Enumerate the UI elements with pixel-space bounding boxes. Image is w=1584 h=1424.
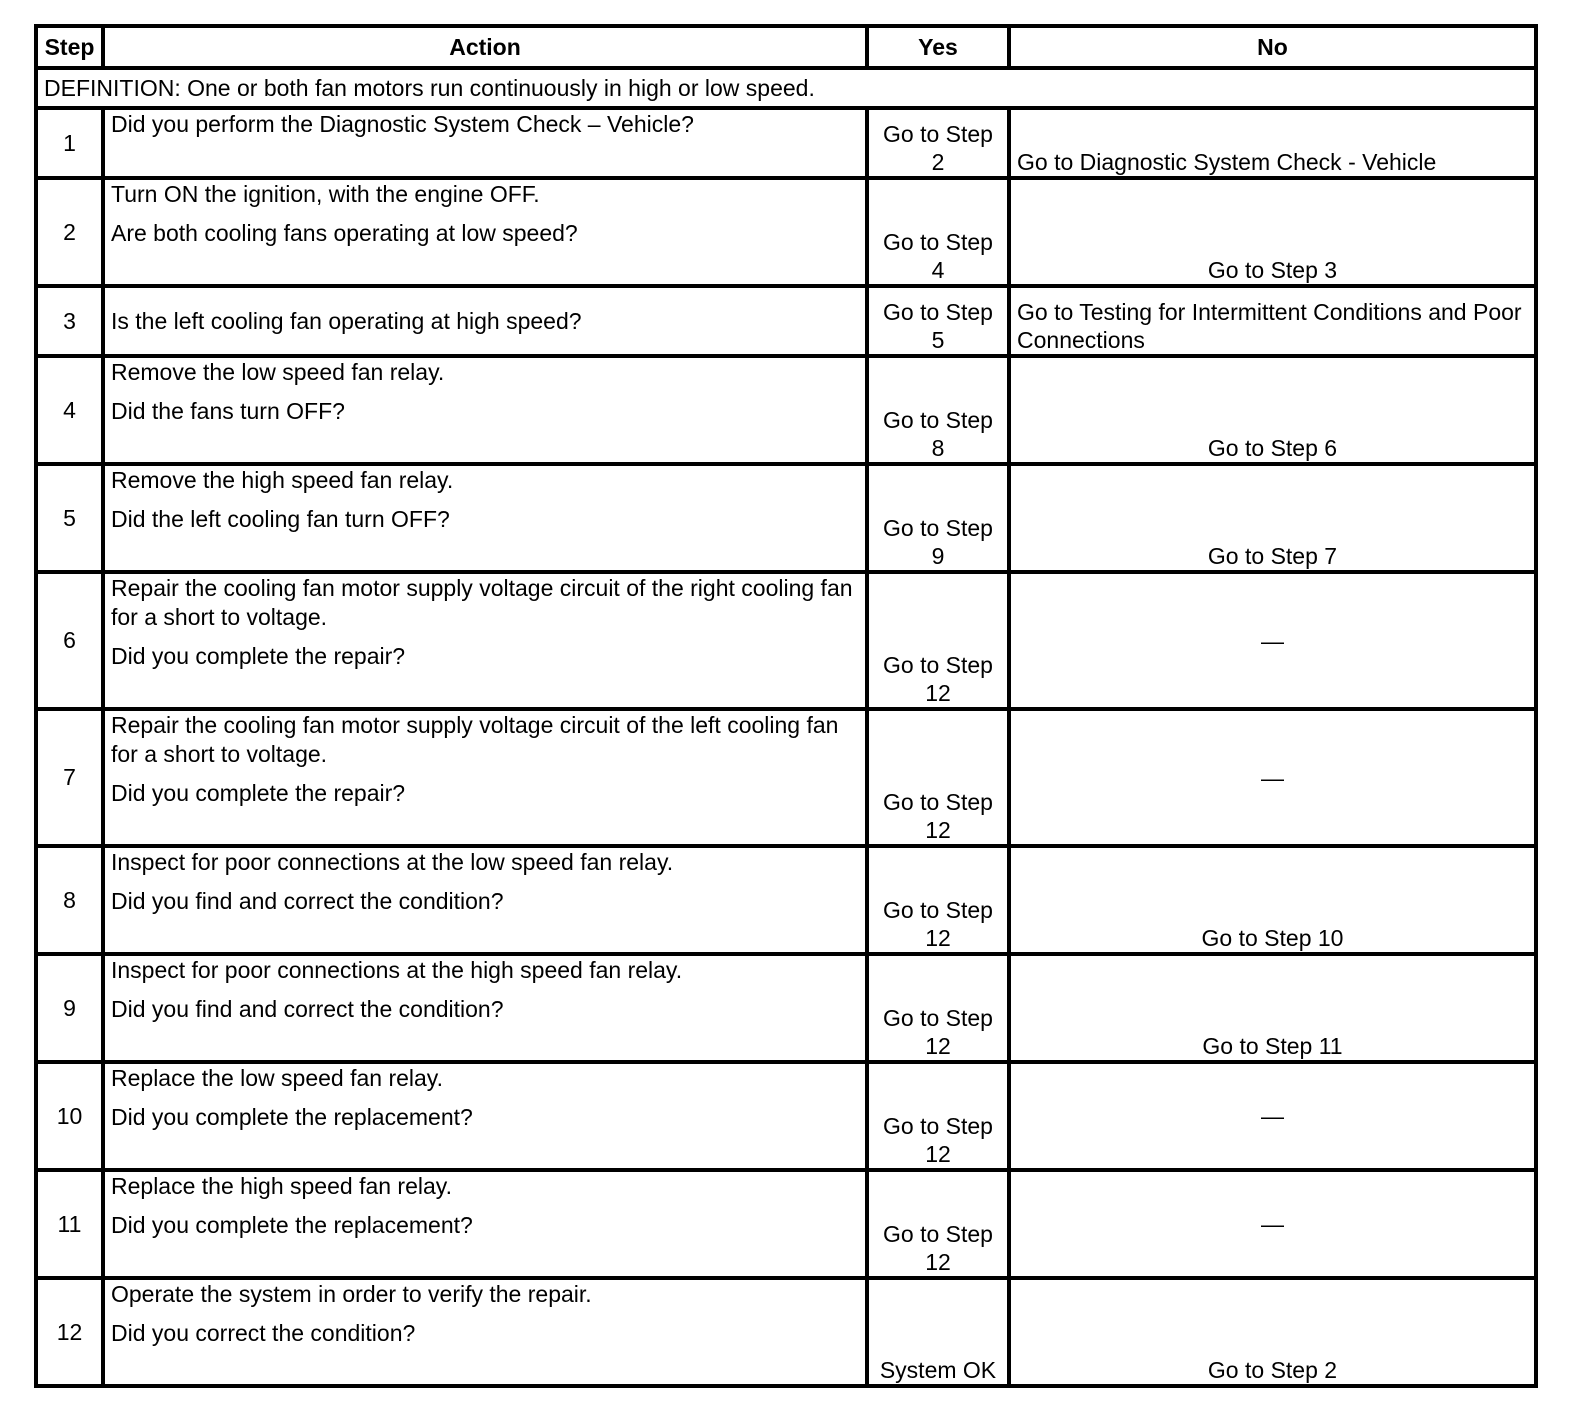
- action-text: Did you perform the Diagnostic System Check – Vehicle?: [111, 111, 694, 137]
- action-cell: [103, 356, 867, 464]
- action-cell: [103, 178, 867, 286]
- header-no: No: [1009, 26, 1536, 68]
- action-text: Repair the cooling fan motor supply voltage circuit of the right cooling fan for a short to voltage.: [111, 575, 853, 630]
- question-text: Did you complete the replacement?: [111, 1212, 473, 1238]
- no-cell: Go to Testing for Intermittent Conditions and Poor Connections: [1009, 286, 1536, 356]
- yes-text: Go to Step: [883, 1005, 993, 1031]
- yes-step: 12: [925, 817, 951, 843]
- yes-cell: [867, 954, 1009, 1062]
- yes-cell: [867, 1170, 1009, 1278]
- header-row: [36, 26, 1536, 68]
- action-cell: [103, 1062, 867, 1170]
- yes-cell: [867, 1278, 1009, 1386]
- no-cell: Go to Diagnostic System Check - Vehicle: [1009, 108, 1536, 178]
- yes-text: Go to Step: [883, 407, 993, 433]
- yes-step: 12: [925, 1249, 951, 1275]
- table-row: [36, 286, 1536, 356]
- header-action: Action: [103, 26, 867, 68]
- action-cell: [103, 464, 867, 572]
- yes-cell: [867, 572, 1009, 709]
- step-number: 9: [36, 954, 103, 1062]
- action-cell: [103, 1278, 867, 1386]
- yes-step: 12: [925, 680, 951, 706]
- yes-text: Go to Step: [883, 515, 993, 541]
- yes-step: 5: [931, 327, 945, 353]
- table-row: [36, 108, 1536, 178]
- yes-step: 4: [931, 257, 945, 283]
- yes-cell: [867, 286, 1009, 356]
- table-row: [36, 1170, 1536, 1278]
- table-row: [36, 464, 1536, 572]
- no-cell: —: [1009, 1170, 1536, 1278]
- definition-text: DEFINITION: One or both fan motors run continuously in high or low speed.: [36, 68, 1536, 108]
- step-number: 12: [36, 1278, 103, 1386]
- yes-cell: [867, 464, 1009, 572]
- header-step: Step: [36, 26, 103, 68]
- question-text: Did you complete the repair?: [111, 780, 406, 806]
- action-cell: [103, 108, 867, 178]
- no-cell: Go to Step 7: [1009, 464, 1536, 572]
- action-text: Repair the cooling fan motor supply voltage circuit of the left cooling fan for a short to voltage.: [111, 712, 839, 767]
- action-cell: [103, 954, 867, 1062]
- action-cell: [103, 286, 867, 356]
- step-number: 11: [36, 1170, 103, 1278]
- table-row: [36, 954, 1536, 1062]
- no-cell: —: [1009, 709, 1536, 846]
- table-row: [36, 1278, 1536, 1386]
- action-cell: [103, 572, 867, 709]
- yes-step: 12: [925, 1033, 951, 1059]
- yes-text: Go to Step: [883, 1113, 993, 1139]
- question-text: Did the fans turn OFF?: [111, 398, 345, 424]
- step-number: 7: [36, 709, 103, 846]
- table-row: [36, 1062, 1536, 1170]
- yes-cell: [867, 1062, 1009, 1170]
- action-text: Inspect for poor connections at the high speed fan relay.: [111, 957, 683, 983]
- table-row: [36, 846, 1536, 954]
- step-number: 1: [36, 108, 103, 178]
- yes-cell: [867, 356, 1009, 464]
- action-text: Turn ON the ignition, with the engine OFF.: [111, 181, 540, 207]
- action-text: Remove the low speed fan relay.: [111, 359, 445, 385]
- no-cell: —: [1009, 1062, 1536, 1170]
- table-row: [36, 709, 1536, 846]
- yes-cell: [867, 709, 1009, 846]
- question-text: Did you find and correct the condition?: [111, 888, 504, 914]
- action-text: Remove the high speed fan relay.: [111, 467, 454, 493]
- step-number: 3: [36, 286, 103, 356]
- table-row: [36, 178, 1536, 286]
- no-cell: Go to Step 2: [1009, 1278, 1536, 1386]
- step-number: 2: [36, 178, 103, 286]
- step-number: 6: [36, 572, 103, 709]
- yes-text: System OK: [879, 1357, 997, 1383]
- step-number: 10: [36, 1062, 103, 1170]
- yes-cell: [867, 846, 1009, 954]
- question-text: Did you find and correct the condition?: [111, 996, 504, 1022]
- action-text: Inspect for poor connections at the low speed fan relay.: [111, 849, 674, 875]
- yes-text: Go to Step: [883, 121, 993, 147]
- yes-text: Go to Step: [883, 299, 993, 325]
- question-text: Did you correct the condition?: [111, 1320, 416, 1346]
- no-cell: Go to Step 11: [1009, 954, 1536, 1062]
- action-text: Replace the high speed fan relay.: [111, 1173, 452, 1199]
- step-number: 4: [36, 356, 103, 464]
- yes-step: 12: [925, 925, 951, 951]
- yes-text: Go to Step: [883, 897, 993, 923]
- yes-step: 9: [931, 543, 945, 569]
- question-text: Did you complete the repair?: [111, 643, 406, 669]
- no-cell: Go to Step 10: [1009, 846, 1536, 954]
- action-cell: [103, 1170, 867, 1278]
- header-yes: Yes: [867, 26, 1009, 68]
- no-cell: —: [1009, 572, 1536, 709]
- definition-row: [36, 68, 1536, 108]
- yes-text: Go to Step: [883, 652, 993, 678]
- no-cell: Go to Step 6: [1009, 356, 1536, 464]
- step-number: 8: [36, 846, 103, 954]
- yes-text: Go to Step: [883, 1221, 993, 1247]
- table-row: [36, 356, 1536, 464]
- action-text: Replace the low speed fan relay.: [111, 1065, 443, 1091]
- diagnostic-table: [34, 24, 1538, 1388]
- action-text: Operate the system in order to verify the repair.: [111, 1281, 592, 1307]
- question-text: Did you complete the replacement?: [111, 1104, 473, 1130]
- question-text: Did the left cooling fan turn OFF?: [111, 506, 450, 532]
- step-number: 5: [36, 464, 103, 572]
- yes-step: 12: [925, 1141, 951, 1167]
- action-cell: [103, 846, 867, 954]
- action-cell: [103, 709, 867, 846]
- table-row: [36, 572, 1536, 709]
- yes-text: Go to Step: [883, 789, 993, 815]
- question-text: Are both cooling fans operating at low speed?: [111, 220, 578, 246]
- yes-step: 8: [931, 435, 945, 461]
- yes-step: 2: [931, 149, 945, 175]
- no-cell: Go to Step 3: [1009, 178, 1536, 286]
- yes-cell: [867, 108, 1009, 178]
- action-text: Is the left cooling fan operating at high speed?: [111, 307, 582, 334]
- yes-cell: [867, 178, 1009, 286]
- yes-text: Go to Step: [883, 229, 993, 255]
